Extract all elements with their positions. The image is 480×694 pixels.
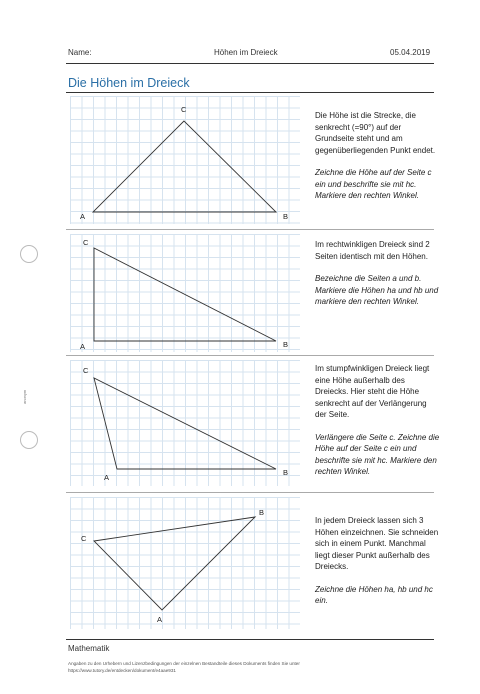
info-text: Im stumpfwinkligen Dreieck liegt eine Höhe außerhalb des Dreiecks. Hier steht die Höhe senkrecht auf der Verlängerung der Seite. [315,364,430,419]
vertex-label: A [157,615,163,624]
license-text: Angaben zu den Urhebern und Lizenzbedingungen der einzelnen Bestandteile dieses Dokuments finden Sie unter [68,661,300,666]
task-text: Bezeichne die Seiten a und b. Markiere die Höhen ha und hb und markiere den rechten Winkel. [315,274,439,306]
triangle-1 [93,121,276,212]
footer-subject: Mathematik [68,644,110,653]
vertex-label: B [283,468,289,477]
info-text: Im rechtwinkligen Dreieck sind 2 Seiten identisch mit den Höhen. [315,240,430,261]
header-title: Höhen im Dreieck [214,48,278,57]
header-date: 05.04.2019 [390,48,431,57]
section-3-text [315,363,440,489]
side-label: anonym [22,389,27,404]
name-label: Name: [68,48,92,57]
vertex-label: B [283,212,289,221]
vertex-label: B [283,340,289,349]
vertex-label: C [181,105,187,114]
triangle-3 [94,378,276,469]
task-text: Zeichne die Höhe auf der Seite c ein und beschrifte sie mit hc. Markiere den rechten Winkel. [315,168,432,200]
vertex-label: A [80,342,86,351]
vertex-label: A [80,212,86,221]
info-text: In jedem Dreieck lassen sich 3 Höhen einzeichnen. Sie schneiden sich in einem Punkt. Manchmal liegt dieser Punkt außerhalb des Dreiecks. [315,516,439,571]
vertex-label: C [83,238,89,247]
task-text: Zeichne die Höhen ha, hb und hc ein. [315,584,433,605]
section-1-text [315,110,440,213]
license-url[interactable]: https://www.tutory.de/entdecken/dokument/e4aae931 [68,668,176,673]
vertex-label: B [259,508,265,517]
info-text: Die Höhe ist die Strecke, die senkrecht (=90°) auf der Grundseite steht und am gegenüberliegenden Punkt endet. [315,111,436,155]
section-4-text [315,515,440,618]
vertex-label: A [104,473,110,482]
task-text: Verlängere die Seite c. Zeichne die Höhe auf der Seite c ein und beschrifte sie mit hc. Markiere den rechten Winkel. [315,432,440,476]
triangle-4 [94,517,255,610]
vertex-label: C [83,366,89,375]
footer-license [68,660,438,674]
triangle-2 [94,248,276,341]
vertex-label: C [81,534,87,543]
page-title: Die Höhen im Dreieck [68,76,190,90]
section-2-text [315,239,440,319]
